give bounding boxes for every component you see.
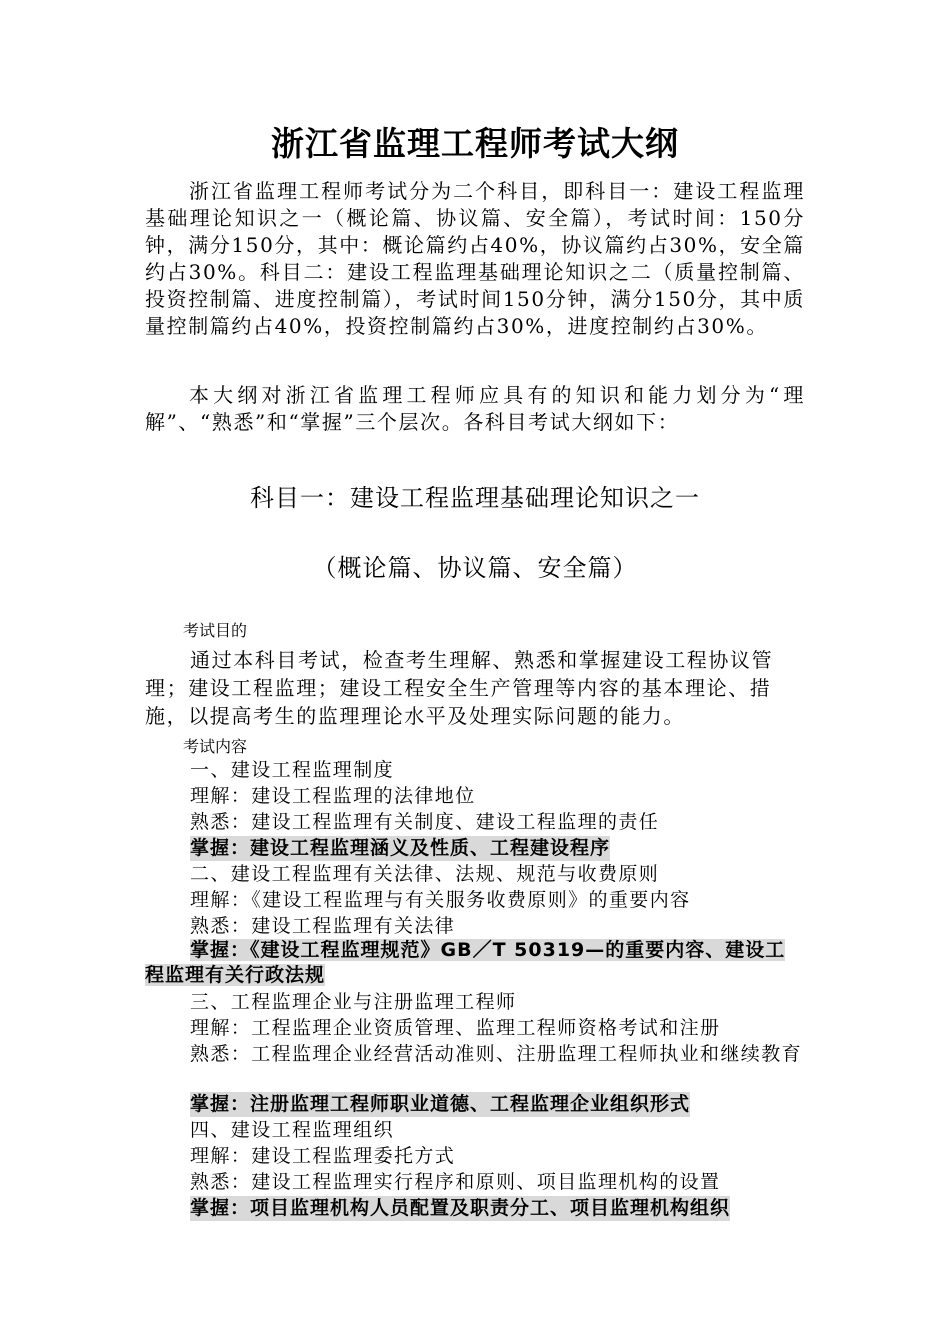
section-1-title: 一、建设工程监理制度: [190, 759, 395, 781]
purpose-label: 考试目的: [183, 621, 248, 640]
section-2-title: 二、建设工程监理有关法律、法规、规范与收费原则: [190, 863, 660, 885]
content-label: 考试内容: [183, 737, 248, 756]
section-2-master: 掌握：《建设工程监理规范》GB／T 50319—的重要内容、建设工程监理有关行政法规: [145, 939, 786, 986]
section-3-master: 掌握：注册监理工程师职业道德、工程监理企业组织形式: [190, 1093, 691, 1115]
document-title: 浙江省监理工程师考试大纲: [271, 124, 679, 163]
section-1-understand: 理解：建设工程监理的法律地位: [190, 785, 476, 807]
section-1-familiar: 熟悉：建设工程监理有关制度、建设工程监理的责任: [190, 811, 660, 833]
section-4-title: 四、建设工程监理组织: [190, 1119, 395, 1141]
section-4-familiar: 熟悉：建设工程监理实行程序和原则、项目监理机构的设置: [190, 1171, 721, 1193]
section-4-master: 掌握：项目监理机构人员配置及职责分工、项目监理机构组织: [190, 1197, 731, 1219]
section-4-understand: 理解：建设工程监理委托方式: [190, 1145, 456, 1167]
subject-heading: 科目一：建设工程监理基础理论知识之一: [250, 484, 700, 512]
section-3-title: 三、工程监理企业与注册监理工程师: [190, 991, 517, 1013]
purpose-text: 通过本科目考试，检查考生理解、熟悉和掌握建设工程协议管理；建设工程监理；建设工程安全生产管理等内容的基本理论、措施，以提高考生的监理理论水平及处理实际问题的能力。: [145, 648, 774, 728]
section-1-master: 掌握：建设工程监理涵义及性质、工程建设程序: [190, 837, 611, 859]
section-2-understand: 理解：《建设工程监理与有关服务收费原则》的重要内容: [190, 889, 691, 911]
section-3-understand: 理解：工程监理企业资质管理、监理工程师资格考试和注册: [190, 1017, 721, 1039]
subject-subheading: （概论篇、协议篇、安全篇）: [312, 554, 638, 582]
section-3-familiar: 熟悉：工程监理企业经营活动准则、注册监理工程师执业和继续教育: [190, 1043, 803, 1065]
intro-paragraph-1: 浙江省监理工程师考试分为二个科目，即科目一：建设工程监理基础理论知识之一（概论篇、协议篇、安全篇），考试时间：150分钟，满分150分，其中：概论篇约占40%，协议篇约占30%，安全篇约占30%。科目二：建设工程监理基础理论知识之二（质量控制篇、投资控制篇、进度控制篇），考试时间150分钟，满分150分，其中质量控制篇约占40%，投资控制篇约占30%，进度控制约占30%。: [145, 179, 805, 338]
section-2-familiar: 熟悉：建设工程监理有关法律: [190, 915, 456, 937]
intro-paragraph-2: 本大纲对浙江省监理工程师应具有的知识和能力划分为“理解”、“熟悉”和“掌握”三个层次。各科目考试大纲如下：: [145, 383, 805, 434]
